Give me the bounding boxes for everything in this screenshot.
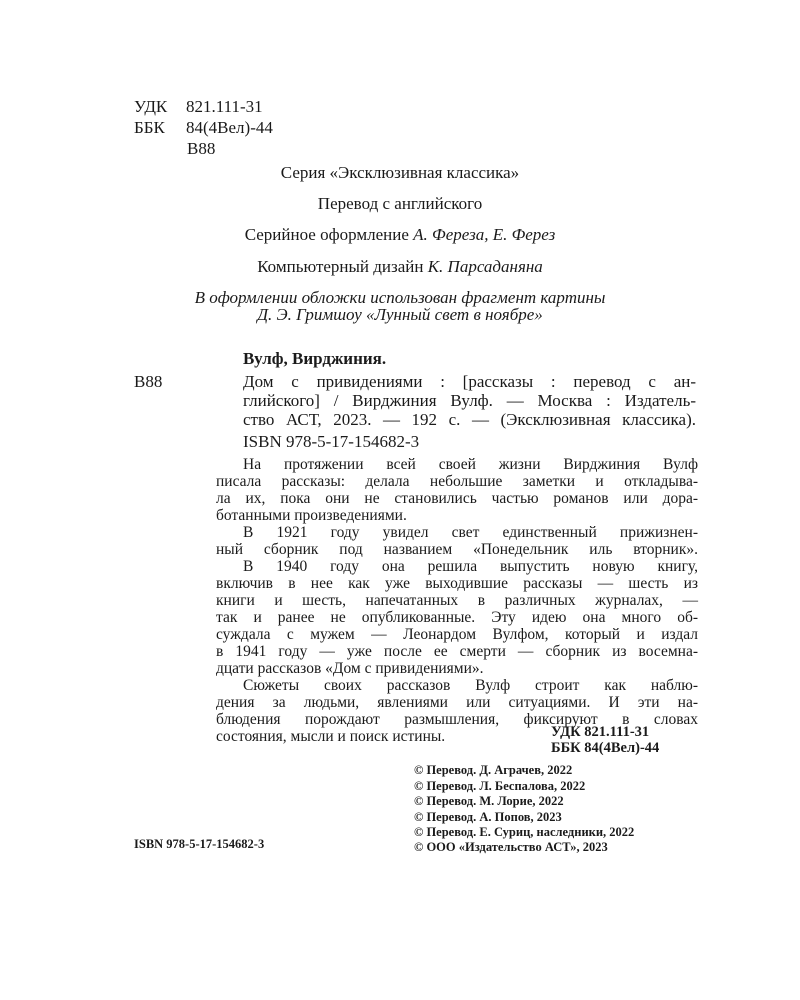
annotation-line: дения за людьми, явлениями или ситуациями. И эти на- <box>216 694 698 711</box>
cover-note-line-2: Д. Э. Гримшоу «Лунный свет в ноябре» <box>257 305 543 324</box>
annotation-line: суждала с мужем — Леонардом Вулфом, который и издал <box>216 626 698 643</box>
copyright-line: © Перевод. Л. Беспалова, 2022 <box>414 779 586 793</box>
card-line-2: глийского] / Вирджиния Вулф. — Москва : Издатель- <box>243 391 696 410</box>
annotation-line: В 1940 году она решила выпустить новую книгу, <box>243 558 698 575</box>
bbk-label: ББК <box>134 118 165 137</box>
annotation-line: включив в нее как уже выходившие рассказы — шесть из <box>216 575 698 592</box>
computer-design-label: Компьютерный дизайн <box>257 257 428 276</box>
annotation-line: ла их, пока они не становились частью романов или дора- <box>216 490 698 507</box>
serial-design-line <box>0 225 800 245</box>
copyright-line: © ООО «Издательство АСТ», 2023 <box>414 840 608 854</box>
translation-line: Перевод с английского <box>317 194 483 213</box>
cover-note-line-1: В оформлении обложки использован фрагмент картины <box>194 288 606 307</box>
copyright-line: © Перевод. Е. Суриц, наследники, 2022 <box>414 825 635 839</box>
serial-design-label: Серийное оформление <box>244 225 414 244</box>
annotation-line: блюдения порождают размышления, фиксируют в словах <box>216 711 698 728</box>
card-code: В88 <box>134 372 163 391</box>
annotation-line: ботанными произведениями. <box>216 507 407 524</box>
annotation-line: ный сборник под названием «Понедельник иль вторник». <box>216 541 698 558</box>
card-author: Вулф, Вирджиния. <box>243 349 387 368</box>
copyright-line: © Перевод. М. Лорие, 2022 <box>414 794 564 808</box>
card-isbn: ISBN 978-5-17-154682-3 <box>243 432 420 451</box>
annotation-line: так и ранее не опубликованные. Эту идею она много об- <box>216 609 698 626</box>
bbk-line <box>134 118 273 138</box>
bottom-bbk: ББК 84(4Вел)-44 <box>551 740 660 756</box>
annotation-line: состояния, мысли и поиск истины. <box>216 728 446 745</box>
udk-label: УДК <box>134 97 168 116</box>
card-line-3: ство АСТ, 2023. — 192 с. — (Эксклюзивная классика). <box>243 410 696 429</box>
annotation-line: в 1941 году — уже после ее смерти — сборник из восемна- <box>216 643 698 660</box>
bottom-udk: УДК 821.111-31 <box>551 724 650 740</box>
series-line: Серия «Эксклюзивная классика» <box>280 163 520 182</box>
author-code: В88 <box>187 139 216 158</box>
annotation-line: писала рассказы: делала небольшие заметки и откладыва- <box>216 473 698 490</box>
annotation-line: В 1921 году увидел свет единственный прижизнен- <box>243 524 698 541</box>
computer-design-name: К. Парсаданяна <box>427 257 543 276</box>
annotation-line: На протяжении всей своей жизни Вирджиния Вулф <box>243 456 698 473</box>
annotation-line: Сюжеты своих рассказов Вулф строит как наблю- <box>243 677 698 694</box>
udk-line <box>134 97 263 117</box>
bbk-value: 84(4Вел)-44 <box>186 118 273 137</box>
isbn-bottom: ISBN 978-5-17-154682-3 <box>134 837 265 851</box>
card-line-1: Дом с привидениями : [рассказы : перевод с ан- <box>243 372 696 391</box>
computer-design-line <box>0 257 800 277</box>
copyright-line: © Перевод. А. Попов, 2023 <box>414 810 562 824</box>
serial-design-names: А. Фереза, Е. Ферез <box>413 225 556 244</box>
annotation-line: дцати рассказов «Дом с привидениями». <box>216 660 484 677</box>
copyright-line: © Перевод. Д. Аграчев, 2022 <box>414 763 573 777</box>
udk-value: 821.111-31 <box>186 97 263 116</box>
annotation-line: книги и шесть, напечатанных в различных журналах, — <box>216 592 698 609</box>
